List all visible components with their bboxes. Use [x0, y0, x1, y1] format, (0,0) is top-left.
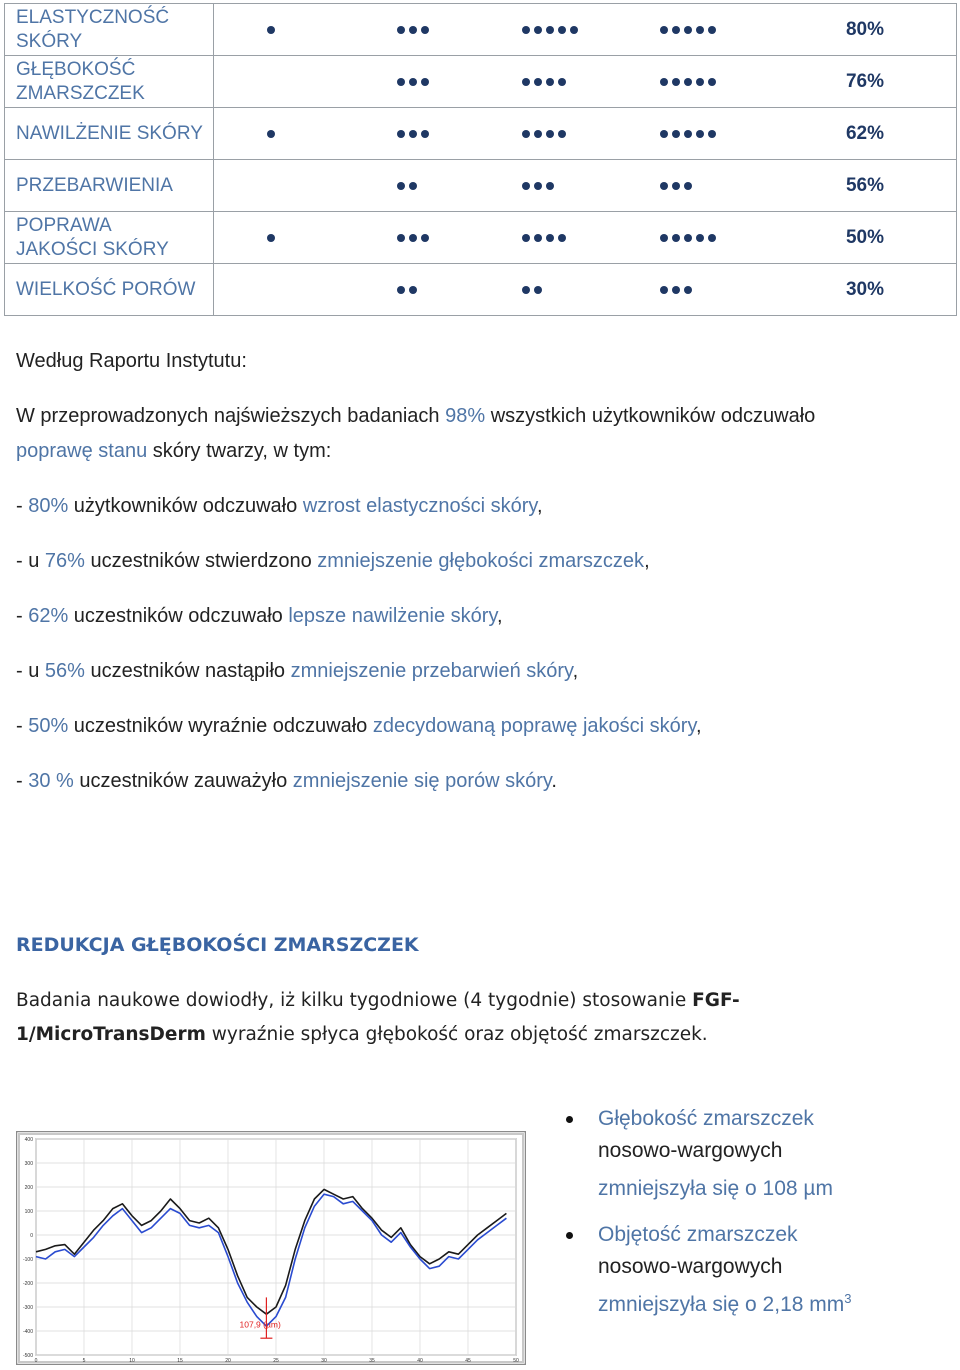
table-row	[5, 56, 957, 108]
rating-dot	[267, 130, 275, 138]
x-tick-label: 20	[225, 1358, 231, 1364]
chart-svg	[16, 1131, 526, 1365]
bullet-superscript: 3	[844, 1291, 852, 1306]
report-item-part: ,	[572, 660, 579, 682]
rating-dot	[684, 182, 692, 190]
report-item-part: 80%	[28, 495, 69, 517]
rating-dot	[660, 78, 668, 86]
rating-dot	[397, 286, 405, 294]
rating-dot-group	[397, 130, 429, 138]
rating-dot	[421, 26, 429, 34]
rating-dot-group	[660, 286, 692, 294]
rating-dot	[684, 130, 692, 138]
rating-dot	[708, 234, 716, 242]
report-item-part: zmniejszenie przebarwień skóry	[290, 660, 573, 682]
row-label-line: JAKOŚCI SKÓRY	[16, 238, 169, 260]
rating-dot	[558, 130, 566, 138]
report-item-part: 56%	[44, 660, 85, 682]
report-item-part: użytkowników odczuwało	[68, 495, 303, 517]
rating-dot	[708, 130, 716, 138]
wrinkle-profile-chart	[16, 1131, 526, 1365]
row-percent: 30%	[845, 278, 884, 300]
report-item-part: ,	[644, 550, 650, 572]
rating-dot	[546, 182, 554, 190]
y-tick-label: 100	[24, 1209, 33, 1215]
rating-dot	[397, 130, 405, 138]
rating-dot	[534, 182, 542, 190]
rating-dot	[684, 286, 692, 294]
x-tick-label: 25	[273, 1358, 279, 1364]
y-tick-label: -400	[22, 1329, 33, 1335]
rating-dot	[534, 286, 542, 294]
row-label-line: WIELKOŚĆ PORÓW	[16, 278, 196, 300]
y-tick-label: 0	[30, 1233, 33, 1239]
rating-dot	[522, 130, 530, 138]
row-label	[5, 108, 214, 160]
rating-dot-group	[267, 26, 275, 34]
report-item-part: uczestników stwierdzono	[84, 550, 318, 572]
bullet-line: Głębokość zmarszczek	[598, 1107, 814, 1130]
rating-dot-group	[397, 26, 429, 34]
bullet-line	[598, 1283, 851, 1321]
rating-dot	[522, 286, 530, 294]
row-percent: 76%	[845, 70, 884, 92]
rating-dot	[522, 182, 530, 190]
rating-dot-group	[522, 182, 554, 190]
rating-dot	[684, 78, 692, 86]
row-percent: 80%	[845, 18, 884, 40]
report-item-part: zdecydowaną poprawę jakości skóry	[372, 715, 696, 737]
report-intro: Według Raportu Instytutu:	[16, 350, 247, 372]
row-label	[5, 264, 214, 316]
rating-dot-group	[660, 130, 716, 138]
x-tick-label: 40	[417, 1358, 423, 1364]
bullet-line: nosowo-wargowych	[598, 1255, 783, 1278]
report-item-part: uczestników zauważyło	[73, 770, 293, 792]
rating-dot	[546, 78, 554, 86]
rating-dot	[672, 130, 680, 138]
rating-dot	[672, 182, 680, 190]
row-label	[5, 56, 214, 108]
x-tick-label: 15	[177, 1358, 183, 1364]
rating-dot	[522, 234, 530, 242]
y-tick-label: -300	[22, 1305, 33, 1311]
rating-dot	[409, 234, 417, 242]
x-tick-label: 5	[82, 1358, 86, 1364]
report-item-part: 76%	[44, 550, 85, 572]
row-label	[5, 160, 214, 212]
rating-dot	[660, 286, 668, 294]
rating-dot	[684, 234, 692, 242]
bullet-line: Objętość zmarszczek	[598, 1223, 798, 1246]
rating-dot-group	[522, 78, 566, 86]
report-item-part: -	[16, 605, 29, 627]
report-item-part: -	[16, 495, 29, 517]
report-item-part: -	[16, 715, 29, 737]
row-label-line: PRZEBARWIENIA	[16, 174, 173, 196]
report-item-part: uczestników nastąpiło	[84, 660, 291, 682]
rating-dot	[267, 234, 275, 242]
chart-annotation: 107,9 (µm)	[239, 1319, 281, 1330]
report-item-part: uczestników wyraźnie odczuwało	[68, 715, 373, 737]
y-tick-label: -100	[22, 1257, 33, 1263]
rating-dot-group	[522, 130, 566, 138]
rating-dot-group	[660, 26, 716, 34]
x-tick-label: 0	[34, 1358, 38, 1364]
bullet-dot	[566, 1116, 573, 1123]
rating-dot	[397, 26, 405, 34]
table-row	[5, 4, 957, 56]
rating-dot	[409, 26, 417, 34]
bullet-item	[598, 1103, 833, 1205]
row-rating	[214, 4, 957, 56]
report-item	[16, 715, 702, 738]
rating-dot	[696, 130, 704, 138]
x-tick-label: 30	[321, 1358, 327, 1364]
rating-dot	[684, 26, 692, 34]
row-rating	[214, 108, 957, 160]
rating-dot	[534, 234, 542, 242]
row-label	[5, 212, 214, 264]
rating-dot	[522, 26, 530, 34]
rating-dot	[397, 234, 405, 242]
bullet-item	[598, 1219, 851, 1321]
rating-dot	[672, 286, 680, 294]
row-label-line: ELASTYCZNOŚĆ	[16, 6, 170, 28]
row-label-line: SKÓRY	[16, 30, 83, 52]
table-row	[5, 212, 957, 264]
rating-dot	[660, 234, 668, 242]
rating-dot	[267, 26, 275, 34]
rating-dot	[546, 26, 554, 34]
row-rating	[214, 264, 957, 316]
bullet-dot	[566, 1232, 573, 1239]
rating-dot	[409, 286, 417, 294]
report-item-part: lepsze nawilżenie skóry	[288, 605, 497, 627]
bullet-line	[598, 1167, 833, 1205]
rating-dot	[558, 234, 566, 242]
row-percent: 62%	[845, 122, 884, 144]
rating-dot	[534, 78, 542, 86]
row-label	[5, 4, 214, 56]
report-item	[16, 605, 503, 628]
rating-dot	[534, 130, 542, 138]
report-item-part: wzrost elastyczności skóry	[302, 495, 537, 517]
report-line-1: W przeprowadzonych najświeższych badaniach 98% wszystkich użytkowników odczuwało	[16, 405, 816, 427]
report-item-part: 50%	[28, 715, 69, 737]
section-paragraph-line-1: Badania naukowe dowiodły, iż kilku tygodniowe (4 tygodnie) stosowanie FGF-	[16, 990, 740, 1011]
rating-dot	[708, 26, 716, 34]
rating-dot-group	[660, 182, 692, 190]
rating-dot	[421, 78, 429, 86]
rating-dot-group	[522, 234, 566, 242]
y-tick-label: 400	[24, 1137, 33, 1143]
y-tick-label: 200	[24, 1185, 33, 1191]
rating-dot-group	[397, 234, 429, 242]
rating-dot-group	[522, 26, 578, 34]
results-table	[4, 3, 957, 316]
rating-dot-group	[660, 78, 716, 86]
rating-dot	[409, 78, 417, 86]
row-rating	[214, 56, 957, 108]
row-rating	[214, 160, 957, 212]
report-item-part: 30 %	[28, 770, 74, 792]
section-heading: REDUKCJA GŁĘBOKOŚCI ZMARSZCZEK	[16, 934, 419, 956]
report-item-part: -	[16, 770, 29, 792]
bullet-value: zmniejszyła się o 2,18 mm	[598, 1293, 845, 1316]
y-tick-label: -200	[22, 1281, 33, 1287]
report-line-2: poprawę stanu skóry twarzy, w tym:	[16, 440, 332, 462]
report-item-part: 62%	[28, 605, 69, 627]
rating-dot	[558, 26, 566, 34]
table-row	[5, 108, 957, 160]
rating-dot-group	[397, 182, 417, 190]
rating-dot-group	[397, 78, 429, 86]
report-item-part: ,	[496, 605, 503, 627]
rating-dot	[421, 234, 429, 242]
rating-dot	[660, 130, 668, 138]
rating-dot	[421, 130, 429, 138]
table-row	[5, 160, 957, 212]
report-item	[16, 550, 650, 573]
report-item-part: zmniejszenie się porów skóry	[292, 770, 552, 792]
rating-dot	[570, 26, 578, 34]
report-item-part: - u	[16, 660, 45, 682]
table-row	[5, 264, 957, 316]
report-item	[16, 495, 543, 518]
row-label-line: POPRAWA	[16, 214, 112, 236]
row-label-line: GŁĘBOKOŚĆ	[16, 58, 136, 80]
rating-dot	[672, 78, 680, 86]
report-item	[16, 660, 578, 683]
report-item-part: ,	[695, 715, 702, 737]
bullet-value: zmniejszyła się o 108 µm	[598, 1177, 834, 1200]
row-label-line: ZMARSZCZEK	[16, 82, 145, 104]
report-item-part: uczestników odczuwało	[68, 605, 289, 627]
rating-dot	[558, 78, 566, 86]
rating-dot	[546, 130, 554, 138]
rating-dot	[696, 26, 704, 34]
rating-dot	[522, 78, 530, 86]
rating-dot-group	[397, 286, 417, 294]
rating-dot	[696, 234, 704, 242]
rating-dot-group	[522, 286, 542, 294]
row-percent: 56%	[845, 174, 884, 196]
rating-dot-group	[267, 234, 275, 242]
rating-dot	[660, 26, 668, 34]
x-tick-label: 45	[465, 1358, 471, 1364]
rating-dot	[397, 78, 405, 86]
report-item	[16, 770, 557, 793]
report-item-part: zmniejszenie głębokości zmarszczek	[317, 550, 645, 572]
rating-dot	[409, 182, 417, 190]
row-percent: 50%	[845, 226, 884, 248]
rating-dot	[660, 182, 668, 190]
rating-dot	[696, 78, 704, 86]
x-tick-label: 10	[129, 1358, 135, 1364]
rating-dot	[409, 130, 417, 138]
rating-dot	[397, 182, 405, 190]
rating-dot	[672, 26, 680, 34]
row-label-line: NAWILŻENIE SKÓRY	[16, 122, 203, 144]
report-item-part: .	[551, 770, 557, 792]
rating-dot-group	[660, 234, 716, 242]
report-item-part: ,	[536, 495, 543, 517]
row-rating	[214, 212, 957, 264]
x-tick-label: 35	[369, 1358, 375, 1364]
section-paragraph-line-2: 1/MicroTransDerm wyraźnie spłyca głębokość oraz objętość zmarszczek.	[16, 1024, 708, 1045]
x-tick-label: 50	[513, 1358, 519, 1364]
rating-dot	[534, 26, 542, 34]
rating-dot-group	[267, 130, 275, 138]
bullet-line: nosowo-wargowych	[598, 1139, 783, 1162]
rating-dot	[708, 78, 716, 86]
rating-dot	[672, 234, 680, 242]
y-tick-label: 300	[24, 1161, 33, 1167]
report-item-part: - u	[16, 550, 45, 572]
y-tick-label: -500	[22, 1353, 33, 1359]
rating-dot	[546, 234, 554, 242]
